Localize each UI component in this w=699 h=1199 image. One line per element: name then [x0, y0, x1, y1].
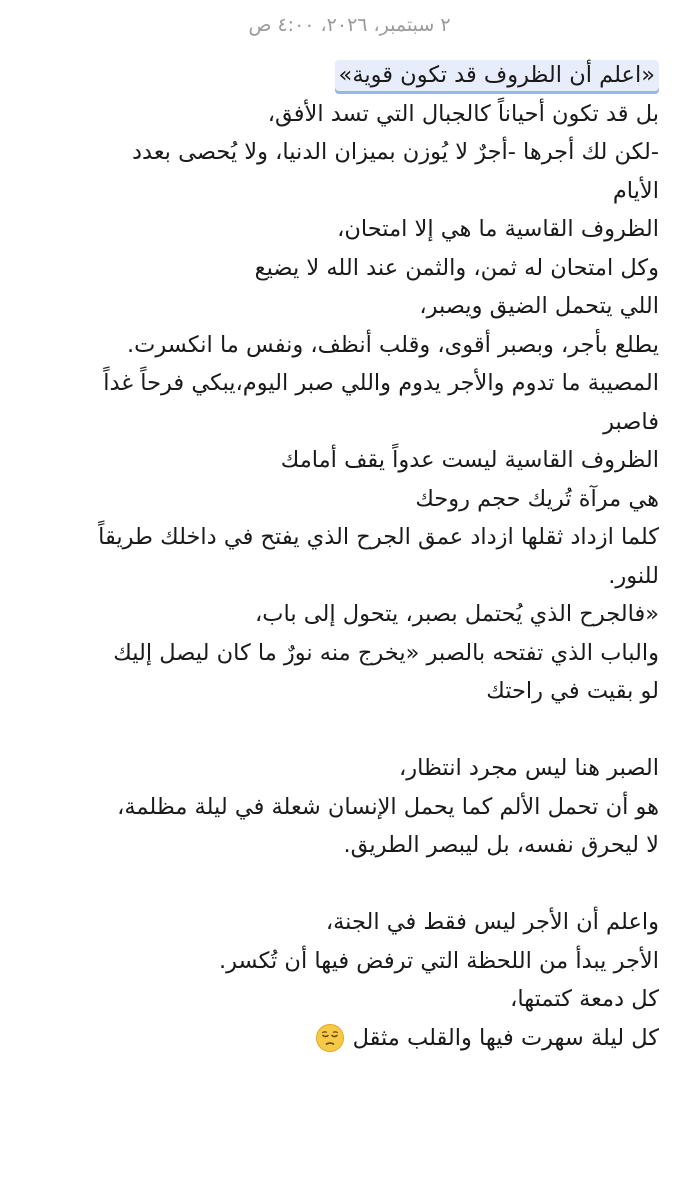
- note-line: واعلم أن الأجر ليس فقط في الجنة،: [325, 909, 659, 935]
- note-line: للنور.: [608, 562, 659, 589]
- note-line: الأجر يبدأ من اللحظة التي ترفض فيها أن تُكسر.: [218, 947, 659, 974]
- blank-line: [30, 865, 659, 904]
- blank-line: [30, 711, 659, 750]
- note-line: هي مرآة تُريك حجم روحك: [415, 485, 659, 512]
- pensive-face-icon: [315, 1023, 345, 1053]
- note-line: والباب الذي تفتحه بالصبر «يخرج منه نورٌ ما كان ليصل إليك: [113, 639, 659, 666]
- note-line: لو بقيت في راحتك: [486, 678, 659, 704]
- note-line: كلما ازداد ثقلها ازداد عمق الجرح الذي يفتح في داخلك طريقاً: [98, 524, 659, 550]
- note-line: الصبر هنا ليس مجرد انتظار،: [398, 755, 659, 781]
- note-line: المصيبة ما تدوم والأجر يدوم واللي صبر اليوم،يبكي فرحاً غداً: [103, 370, 659, 396]
- highlighted-text[interactable]: «اعلم أن الظروف قد تكون قوية»: [335, 60, 659, 94]
- note-line: -لكن لك أجرها -أجرٌ لا يُوزن بميزان الدنيا، ولا يُحصى بعدد: [132, 139, 659, 165]
- note-line-text: كل ليلة سهرت فيها والقلب مثقل: [352, 1024, 659, 1051]
- note-line: هو أن تحمل الألم كما يحمل الإنسان شعلة في ليلة مظلمة،: [117, 793, 659, 820]
- note-line: الظروف القاسية ما هي إلا امتحان،: [337, 216, 659, 242]
- note-line: فاصبر: [603, 408, 659, 435]
- note-line: كل دمعة كتمتها،: [510, 986, 659, 1012]
- note-line: بل قد تكون أحياناً كالجبال التي تسد الأفق،: [267, 100, 659, 127]
- note-line: «فالجرح الذي يُحتمل بصبر، يتحول إلى باب،: [255, 601, 659, 627]
- note-title-line: [30, 56, 659, 95]
- note-line: الظروف القاسية ليست عدواً يقف أمامك: [280, 447, 659, 473]
- note-timestamp: ٢ سبتمبر، ٢٠٢٦، ٤:٠٠ ص: [248, 14, 451, 36]
- note-line: يطلع بأجر، وبصبر أقوى، وقلب أنظف، ونفس ما انكسرت.: [127, 331, 659, 358]
- note-line: وكل امتحان له ثمن، والثمن عند الله لا يضيع: [254, 254, 659, 281]
- note-last-line: [30, 1019, 659, 1058]
- note-line: اللي يتحمل الضيق ويصبر،: [419, 293, 659, 319]
- note-line: الأيام: [612, 177, 659, 204]
- note-line: لا ليحرق نفسه، بل ليبصر الطريق.: [343, 832, 659, 858]
- note-body[interactable]: [30, 56, 659, 1057]
